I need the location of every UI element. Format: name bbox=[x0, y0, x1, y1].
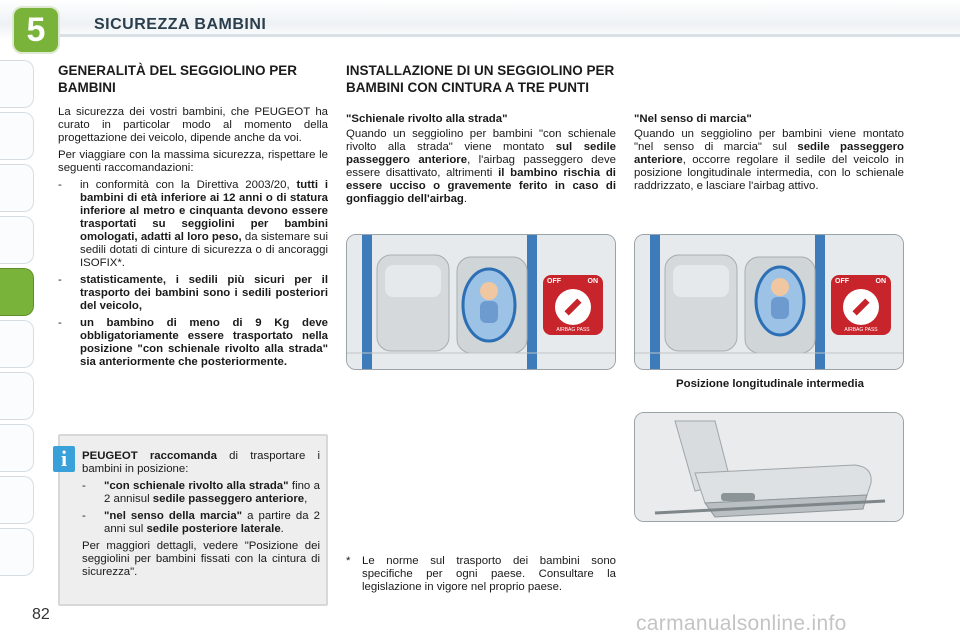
watermark: carmanualsonline.info bbox=[636, 612, 847, 635]
list-item: - in conformità con la Direttiva 2003/20, tutti i bambini di età inferiore ai 12 anni o di statura inferiore al metro e cinquanta devono essere trasportati su seggiolini per bambini omologati, adatti al loro peso, da sistemare sui sedili dotati di cinture di sicurezza o di ancoraggi ISOFIX*. bbox=[58, 179, 328, 269]
bullet3-bold: un bambino di meno di 9 Kg deve obbligatoriamente essere trasportato nella posizione "con schienale rivolto alla strada" sia anteriormente che posteriormente. bbox=[80, 317, 328, 368]
rear-facing-bold-a: sul sedile passeggero anteriore bbox=[346, 141, 616, 166]
switch-on-label: ON bbox=[587, 278, 598, 285]
list-item: - statisticamente, i sedili più sicuri per il trasporto dei bambini sono i sedili posteriori del veicolo, bbox=[58, 274, 328, 312]
rec-item1-text: fino a 2 annisul bbox=[104, 480, 320, 505]
forward-facing-text-b: , occorre regolare il sedile del veicolo in posizione longitudinale intermedia, con lo schienale raddrizzato, e lasciare l'airbag attivo. bbox=[634, 154, 904, 192]
recommendation-lead: PEUGEOT raccomanda bbox=[82, 450, 217, 462]
chapter-tab-strip bbox=[0, 60, 36, 580]
intro-paragraph-2: Per viaggiare con la massima sicurezza, rispettare le seguenti raccomandazioni: bbox=[58, 149, 328, 174]
chapter-tab-5-active[interactable] bbox=[0, 268, 34, 316]
seat-adjustment-illustration bbox=[635, 413, 904, 522]
switch-indicator-icon bbox=[853, 299, 870, 316]
chapter-tab-9[interactable] bbox=[0, 476, 34, 524]
bullet1-text-a: in conformità con la Direttiva 2003/20, bbox=[80, 179, 290, 191]
figure-caption-longitudinal: Posizione longitudinale intermedia bbox=[676, 378, 864, 390]
header-rule bbox=[60, 34, 960, 37]
rear-facing-end: . bbox=[463, 193, 468, 205]
rec-item2-bold: "nel senso della marcia" bbox=[104, 510, 243, 522]
switch-caption: AIRBAG PASS bbox=[844, 327, 878, 333]
figure-rear-facing-seat bbox=[346, 234, 616, 370]
footnote bbox=[346, 555, 616, 594]
list-item: - "nel senso della marcia" a partire da 2 anni sul sedile posteriore laterale. bbox=[82, 510, 320, 535]
chapter-tab-7[interactable] bbox=[0, 372, 34, 420]
footnote-marker: * bbox=[346, 555, 351, 567]
figure-forward-facing-seat bbox=[634, 234, 904, 370]
section-heading-installazione: INSTALLAZIONE DI UN SEGGIOLINO PER BAMBINI CON CINTURA A TRE PUNTI bbox=[346, 63, 615, 95]
list-item: - un bambino di meno di 9 Kg deve obbligatoriamente essere trasportato nella posizione "con schienale rivolto alla strada" sia anteriormente che posteriormente. bbox=[58, 317, 328, 368]
recommendation-text bbox=[82, 450, 320, 583]
rear-facing-paragraph bbox=[346, 128, 616, 206]
chapter-tab-8[interactable] bbox=[0, 424, 34, 472]
forward-facing-text-a: Quando un seggiolino per bambini viene montato "nel senso di marcia" sul bbox=[634, 128, 904, 153]
switch-off-indicator-icon bbox=[565, 299, 582, 316]
rec-item2-end: . bbox=[280, 523, 284, 535]
rear-facing-bold-b: il bambino rischia di essere ucciso o gravemente ferito in caso di gonfiaggio dell'airbag bbox=[346, 167, 616, 205]
chapter-tab-3[interactable] bbox=[0, 164, 34, 212]
rec-item2-text: a partire da 2 anni sul bbox=[104, 510, 320, 535]
switch-off-label: OFF bbox=[835, 278, 849, 285]
figure-seat-side-view bbox=[634, 412, 904, 522]
page-number: 82 bbox=[32, 606, 50, 623]
chapter-tab-6[interactable] bbox=[0, 320, 34, 368]
bullet2-bold: statisticamente, i sedili più sicuri per il trasporto dei bambini sono i sedili posteriori del veicolo, bbox=[80, 274, 328, 312]
switch-off-label: OFF bbox=[547, 278, 561, 285]
switch-caption: AIRBAG PASS bbox=[556, 327, 590, 333]
chapter-tab-4[interactable] bbox=[0, 216, 34, 264]
chapter-title: SICUREZZA BAMBINI bbox=[94, 16, 267, 33]
rec-item2-bold2: sedile posteriore laterale bbox=[146, 523, 281, 535]
info-icon: i bbox=[53, 446, 75, 472]
switch-knob bbox=[843, 289, 879, 325]
airbag-switch-panel bbox=[543, 275, 603, 335]
chapter-tab-2[interactable] bbox=[0, 112, 34, 160]
bullet1-text-b: da sistemare sui sedili dotati di cinture di sicurezza o di ancoraggi ISOFIX*. bbox=[80, 231, 328, 269]
section-heading-generalita: GENERALITÀ DEL SEGGIOLINO PER BAMBINI bbox=[58, 63, 298, 95]
intro-paragraph-1: La sicurezza dei vostri bambini, che PEUGEOT ha curato in particolar modo al momento della progettazione dei veicolo, dipende anche da voi. bbox=[58, 106, 328, 144]
rear-facing-text-b: , l'airbag passeggero deve essere disattivato, altrimenti bbox=[346, 154, 616, 179]
recommendation-lead-text: di trasportare i bambini in posizione: bbox=[82, 450, 320, 475]
rec-item1-bold: "con schienale rivolto alla strada" bbox=[104, 480, 289, 492]
left-column-text bbox=[58, 106, 328, 373]
chapter-tab-10[interactable] bbox=[0, 528, 34, 576]
list-item: - "con schienale rivolto alla strada" fino a 2 annisul sedile passeggero anteriore, bbox=[82, 480, 320, 505]
bullet1-bold: tutti i bambini di età inferiore ai 12 anni o di statura inferiore al metro e cinquanta devono essere trasportati su seggiolini per bambini omologati, adatti al loro peso, bbox=[80, 179, 328, 243]
footnote-text: Le norme sul trasporto dei bambini sono specifiche per ogni paese. Consultare la legislazione in vigore nel proprio paese. bbox=[362, 555, 616, 593]
rec-item1-end: , bbox=[304, 493, 308, 505]
subheading-schienale: "Schienale rivolto alla strada" bbox=[346, 113, 508, 125]
rec-item1-bold2: sedile passeggero anteriore bbox=[152, 493, 305, 505]
subheading-senso-marcia: "Nel senso di marcia" bbox=[634, 113, 752, 125]
recommendation-closing: Per maggiori dettagli, vedere "Posizione dei seggiolini per bambini fissati con la cintura di sicurezza". bbox=[82, 540, 320, 578]
switch-on-label: ON bbox=[875, 278, 886, 285]
rear-facing-text-a: Quando un seggiolino per bambini "con schienale rivolto alla strada" viene montato bbox=[346, 128, 616, 153]
chapter-number-badge: 5 bbox=[14, 8, 58, 52]
forward-facing-paragraph bbox=[634, 128, 904, 193]
chapter-tab-1[interactable] bbox=[0, 60, 34, 108]
switch-knob bbox=[555, 289, 591, 325]
airbag-switch-panel bbox=[831, 275, 891, 335]
forward-facing-bold: sedile passeggero anteriore bbox=[634, 141, 904, 166]
